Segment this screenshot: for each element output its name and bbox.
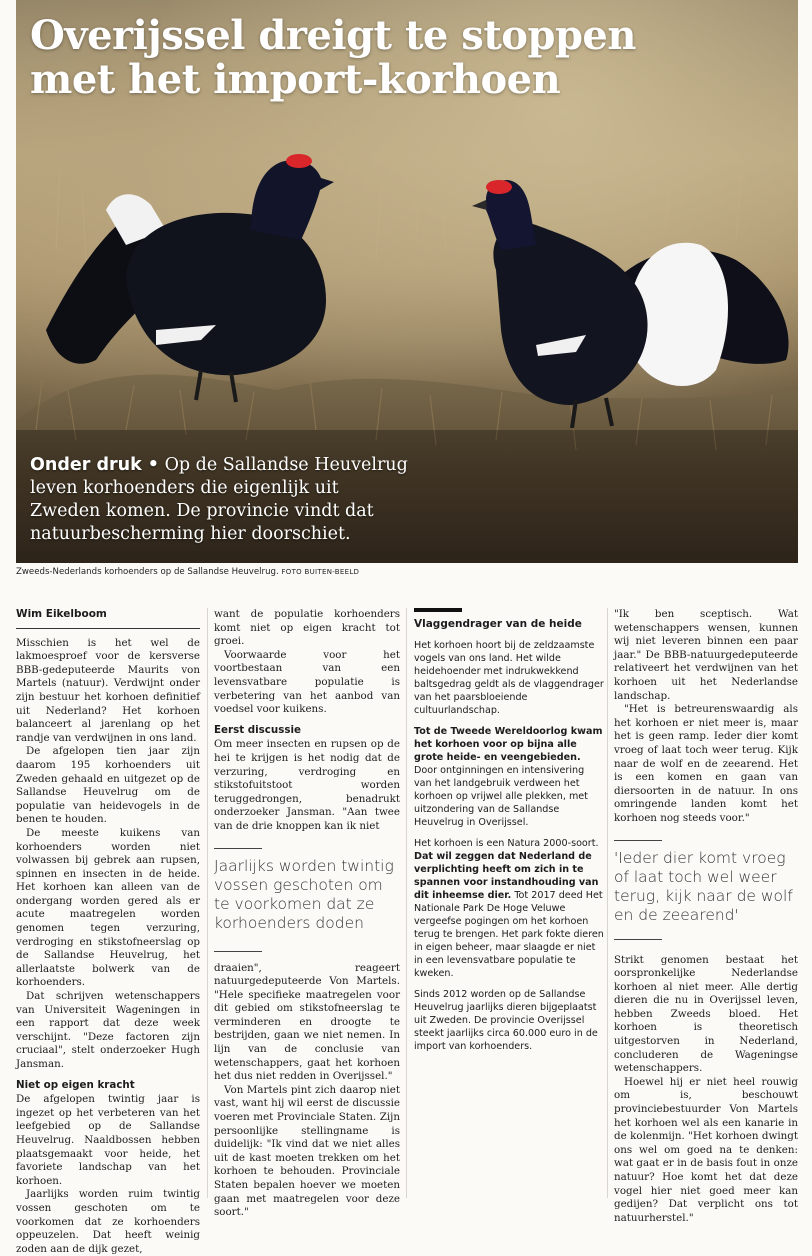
paragraph: Voorwaarde voor het voortbestaan van een levensvatbare populatie is verbetering van het aanbod van voedsel voor kuikens. xyxy=(214,648,400,716)
photo-credit-text: Zweeds-Nederlands korhoenders op de Sallandse Heuvelrug. xyxy=(16,567,279,577)
column-divider xyxy=(406,608,407,1198)
paragraph: Hoewel hij er niet heel rouwig om is, beschouwt provinciebestuurder Von Martels het korhoen wel als een kanarie in de kolenmijn. "Het korhoen dwingt ons wel om goed na te denken: wat gaat er in de basis fout in onze natuur? Hoe komt het dat deze vogel hier niet goed meer kan gedijen? Dat verplicht ons tot natuurherstel." xyxy=(614,1075,798,1224)
paragraph: Om meer insecten en rupsen op de hei te krijgen is het nodig dat de verzuring, verdroging en stikstofuitstoot worden teruggedrongen, benadrukt onderzoeker Jansman. "Aan twee van de drie knoppen kan ik niet xyxy=(214,738,400,832)
paragraph: draaien", reageert natuurgedeputeerde Von Martels. "Hele specifieke maatregelen voor dit gebied om stikstofneerslag te verminderen en droogte te bestrijden, gaan we niet nemen. In lijn van de conclusie van wetenschappers, gaat het korhoen het dus niet redden in Overijssel." xyxy=(214,961,400,1083)
photo-credit xyxy=(16,567,359,577)
column-2 xyxy=(214,608,400,1220)
pull-quote xyxy=(614,840,798,940)
pull-quote-rule xyxy=(614,939,662,940)
pull-quote-rule xyxy=(214,848,262,849)
pull-quote-text: Jaarlijks worden twintig vossen geschoten om te voorkomen dat ze korhoenders doden xyxy=(214,856,394,932)
column-divider xyxy=(607,608,608,1198)
subheading: Niet op eigen kracht xyxy=(16,1078,135,1091)
sidebar-title: Vlaggendrager van de heide xyxy=(414,618,582,630)
sidebar-paragraph: Tot de Tweede Wereldoorlog kwam het korhoen voor op bijna alle grote heide- en veengebieden. Door ontginningen en intensivering van het landgebruik verdween het korhoen op vrijwel alle plekken, met uitzondering van de Sallandse Heuvelrug in Overijssel. xyxy=(414,726,603,828)
paragraph: want de populatie korhoenders komt niet op eigen kracht tot groei. xyxy=(214,608,400,648)
pull-quote-rule xyxy=(614,840,662,841)
sidebar-top-bar xyxy=(414,608,462,612)
sidebar-box xyxy=(414,608,604,1061)
sidebar-bold: Dat wil zeggen dat Nederland de verplichting heeft om zich in te spannen voor instandhouding van dit inheemse dier. xyxy=(414,851,599,901)
caption-text: Op de Sallandse Heuvelrug leven korhoenders die eigenlijk uit Zweden komen. De provincie vindt dat natuurbescherming hier doorschiet. xyxy=(30,455,408,544)
photo-caption xyxy=(30,454,410,546)
byline: Wim Eikelboom xyxy=(16,608,107,620)
pull-quote-text: 'Ieder dier komt vroeg of laat toch wel weer terug, kijk naar de wolf en de zeearend' xyxy=(614,848,793,924)
paragraph: "Ik ben sceptisch. Wat wetenschappers wensen, kunnen wij niet leveren binnen een paar jaar." De BBB-natuurgedeputeerde relativeert het verdwijnen van het korhoen uit het Nederlandse landschap. xyxy=(614,608,798,702)
paragraph: Misschien is het wel de lakmoesproef voor de kersverse BBB-gedeputeerde Maurits von Martels (natuur). Verdwijnt onder zijn bestuur het korhoen definitief uit Nederland? Het korhoen balanceert al jarenlang op het randje van verdwijnen in ons land. xyxy=(16,636,200,744)
paragraph: De afgelopen twintig jaar is ingezet op het verbeteren van het leefgebied op de Sallandse Heuvelrug. Naaldbossen hebben plaatsgemaakt voor heide, het favoriete landschap van het korhoen. xyxy=(16,1093,200,1187)
sidebar-paragraph: Het korhoen is een Natura 2000-soort. Dat wil zeggen dat Nederland de verplichting heeft om zich in te spannen voor instandhouding van dit inheemse dier. Tot 2017 deed Het Nationale Park De Hoge Veluwe vergeefse pogingen om het korhoen terug te brengen. Het park fokte dieren in eigen beheer, maar slaagde er niet in een levensvatbare populatie te kweken. xyxy=(414,838,604,979)
subheading: Eerst discussie xyxy=(214,723,301,736)
hero-photo xyxy=(16,0,798,563)
paragraph: Dat schrijven wetenschappers van Universiteit Wageningen in een rapport dat deze week verschijnt. "Deze factoren zijn cruciaal", stelt onderzoeker Hugh Jansman. xyxy=(16,990,200,1070)
column-1 xyxy=(16,608,200,1256)
paragraph: De meeste kuikens van korhoenders worden niet volwassen bij gebrek aan rupsen, spinnen en insecten in de heide. Het korhoen kan alleen van de ondergang worden gered als er acute maatregelen worden genomen tegen verzuring, verdroging en stikstofneerslag op de Sallandse Heuvelrug, het allerlaatste bolwerk van de korhoenders. xyxy=(16,826,200,989)
paragraph: Von Martels pint zich daarop niet vast, want hij wil eerst de discussie voeren met Provinciale Staten. Zijn persoonlijke stellingname is duidelijk: "Ik vind dat we niet alles uit de kast moeten trekken om het korhoen te behouden. Provinciale Staten bepalen hoever we moeten gaan met maatregelen voor deze soort." xyxy=(214,1083,400,1219)
paragraph: "Het is betreurenswaardig als het korhoen er niet meer is, maar het is geen ramp. Ieder dier komt vroeg of laat toch weer terug. Kijk naar de wolf en de zeearend. Het is een komen en gaan van diersoorten in de natuur. In ons omringende landen komt het korhoen nog steeds voor." xyxy=(614,703,798,824)
headline: Overijssel dreigt te stoppen met het import-korhoen xyxy=(30,12,636,103)
sidebar-paragraph: Het korhoen hoort bij de zeldzaamste vogels van ons land. Het wilde heidehoender met indrukwekkend baltsgedrag geldt als de vlaggendrager van het paarsbloeiende cultuurlandschap. xyxy=(414,640,604,716)
paragraph: De afgelopen tien jaar zijn daarom 195 korhoenders uit Zweden gehaald en uitgezet op de Sallandse Heuvelrug om de populatie van heidevogels in de benen te houden. xyxy=(16,745,200,826)
pull-quote-rule xyxy=(214,951,262,952)
column-divider xyxy=(207,608,208,1198)
caption-kicker: Onder druk • xyxy=(30,455,159,475)
photo-credit-source: FOTO BUITEN-BEELD xyxy=(281,568,360,576)
paragraph: Jaarlijks worden ruim twintig vossen geschoten om te voorkomen dat ze korhoenders oppeuzelen. Dat heeft weinig zoden aan de dijk gezet, xyxy=(16,1188,200,1255)
pull-quote xyxy=(214,848,400,952)
byline-rule xyxy=(16,628,200,629)
paragraph: Strikt genomen bestaat het oorspronkelijke Nederlandse korhoen al niet meer. Alle dertig dieren die nu in Overijssel leven, hebben Zweeds bloed. Het korhoen is theoretisch uitgestorven in Nederland, concluderen de Wageningse wetenschappers. xyxy=(614,953,798,1075)
column-4 xyxy=(614,608,798,1225)
sidebar-paragraph: Sinds 2012 worden op de Sallandse Heuvelrug jaarlijks dieren bijgeplaatst uit Zweden. De provincie Overijssel steekt jaarlijks circa 60.000 euro in de import van korhoenders. xyxy=(414,989,598,1052)
sidebar-bold: Tot de Tweede Wereldoorlog kwam het korhoen voor op bijna alle grote heide- en veengebieden. xyxy=(414,726,603,763)
